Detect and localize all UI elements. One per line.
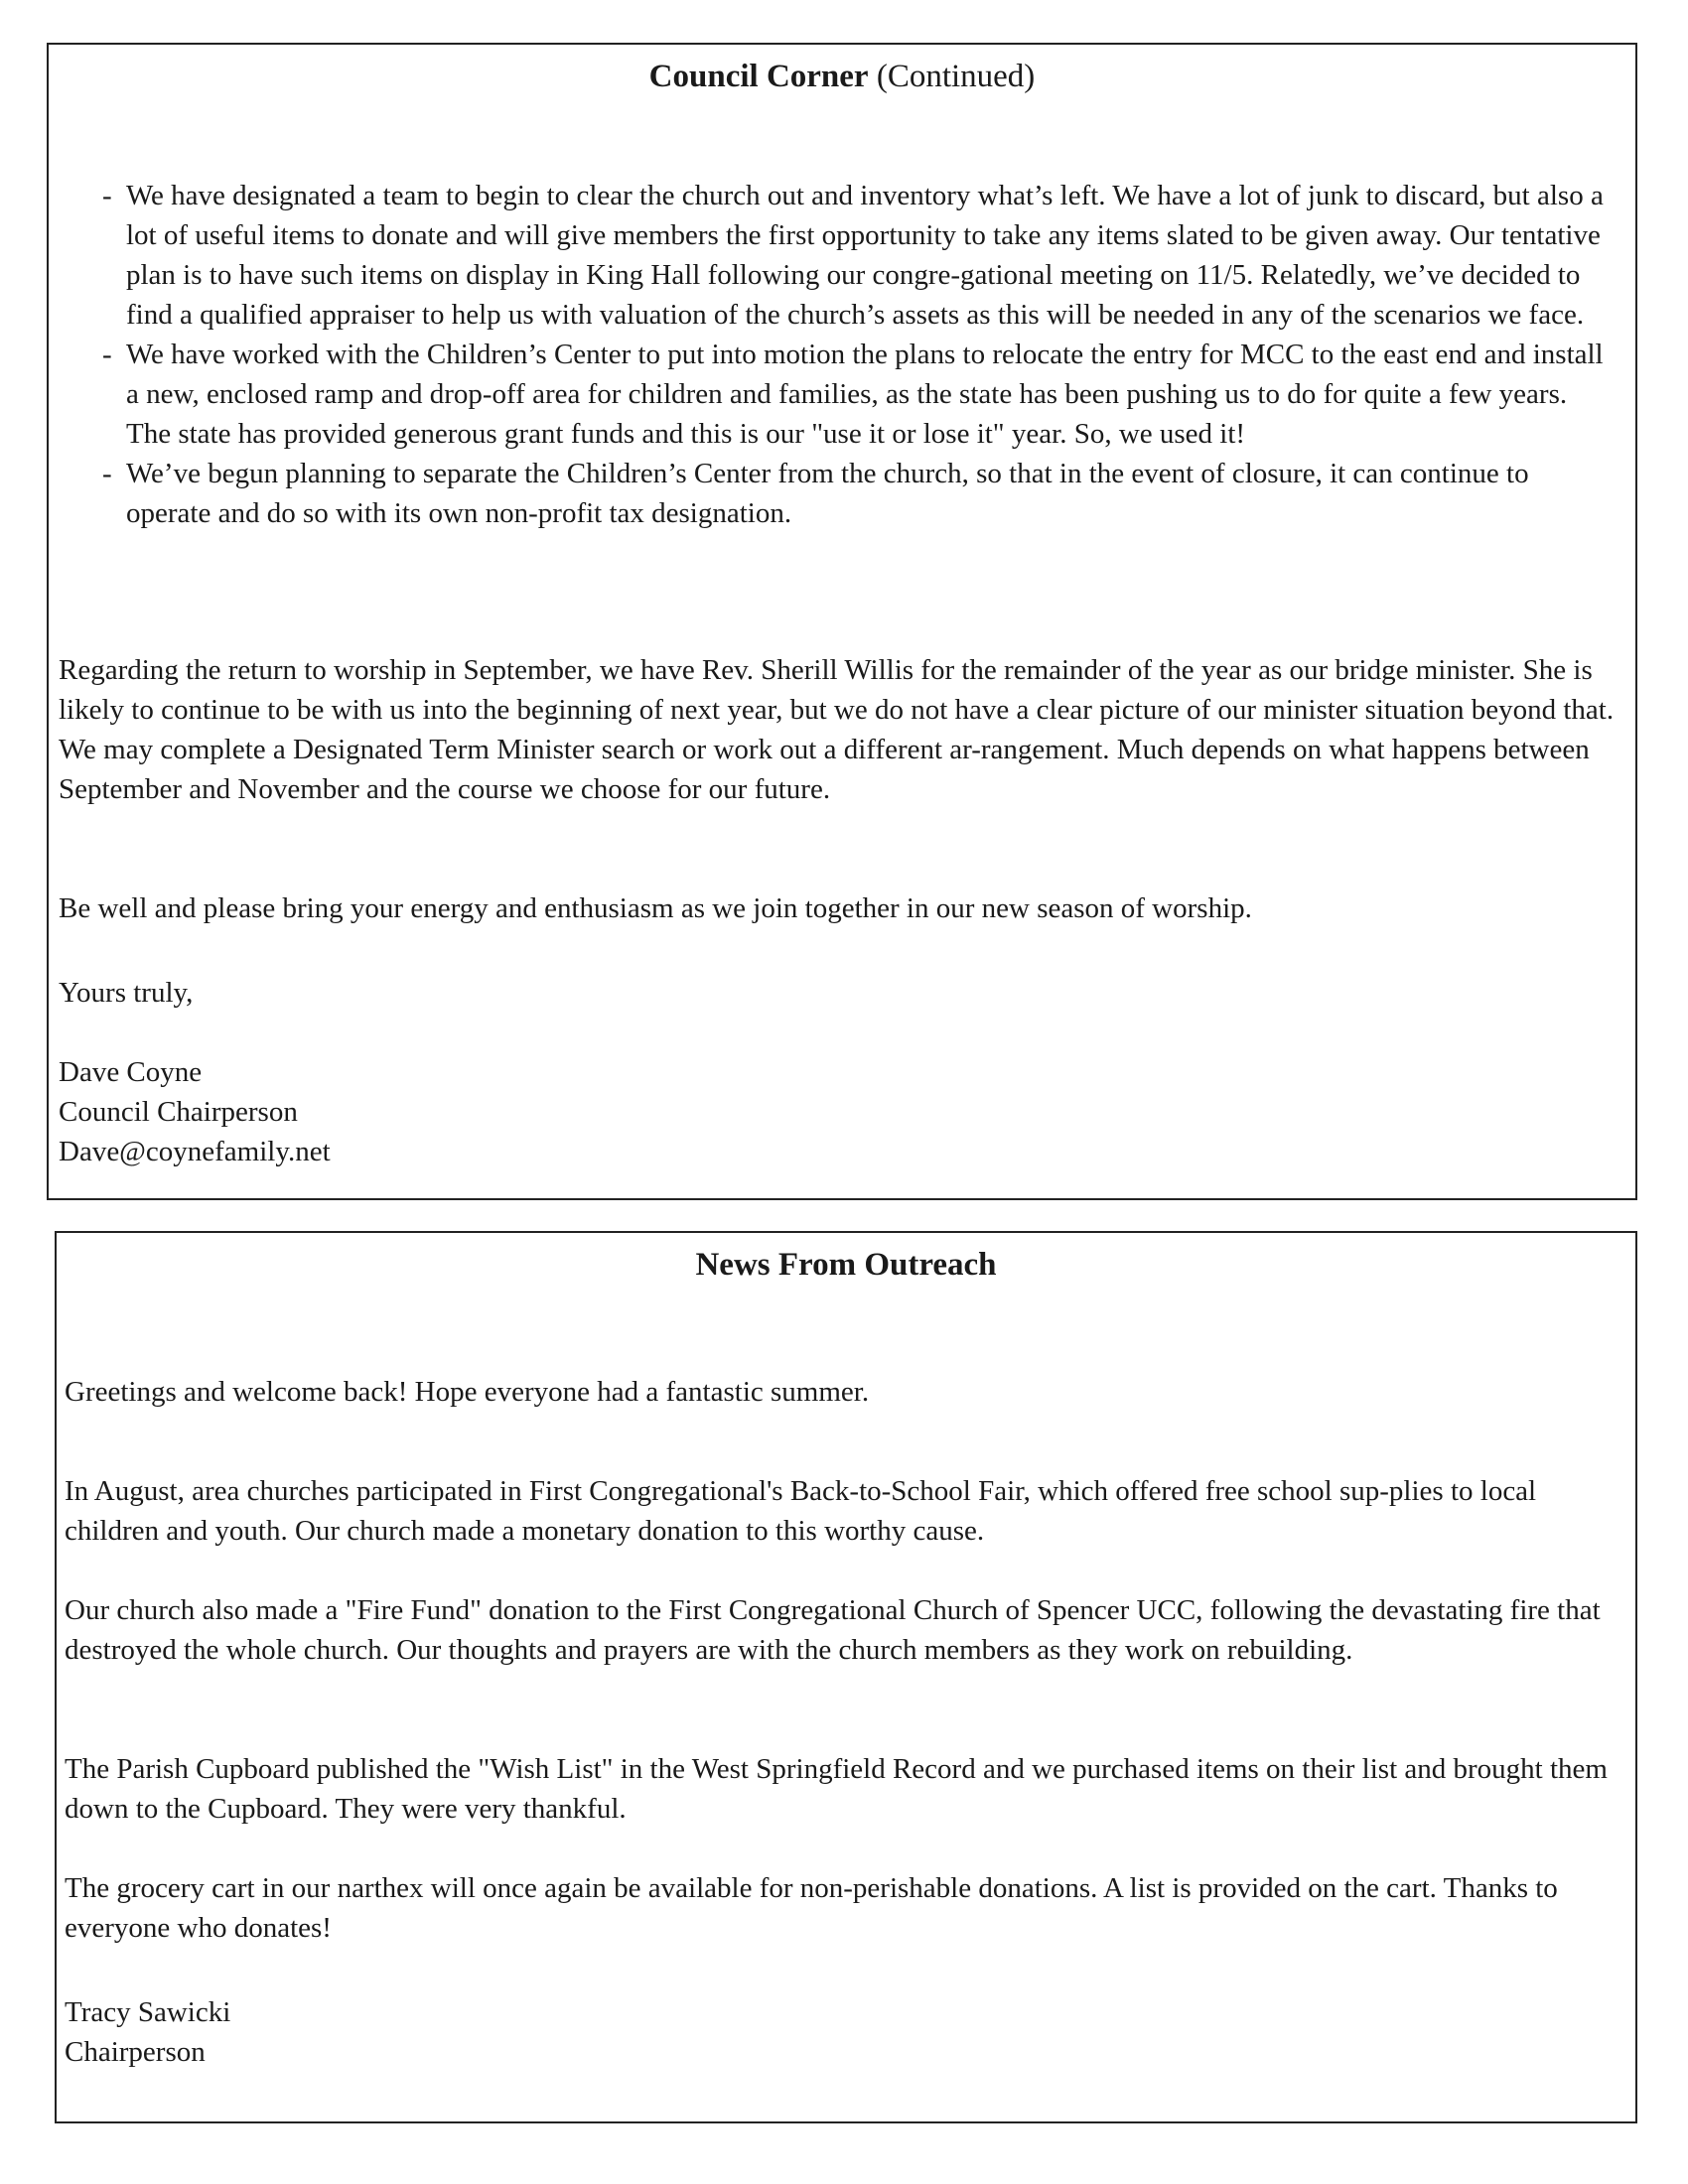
bullet-dash: - bbox=[102, 458, 112, 489]
council-bullet-item bbox=[78, 335, 1608, 454]
council-signer-role: Council Chairperson bbox=[59, 1096, 298, 1128]
council-closing-paragraph: Be well and please bring your energy and enthusiasm as we join together in our new season of worship. bbox=[59, 892, 1252, 924]
council-bullet-list bbox=[78, 176, 1608, 533]
council-corner-section bbox=[47, 43, 1637, 1200]
council-signer-name: Dave Coyne bbox=[59, 1056, 203, 1088]
council-corner-title-bold: Council Corner bbox=[648, 59, 869, 94]
outreach-paragraph: The Parish Cupboard published the "Wish List" in the West Springfield Record and we purchased items on their list and brought them down to the Cupboard. They were very thankful. bbox=[65, 1753, 1608, 1825]
outreach-signer-name: Tracy Sawicki bbox=[65, 1996, 231, 2028]
council-signature-block bbox=[59, 1052, 1618, 1171]
council-signer-email: Dave@coynefamily.net bbox=[59, 1136, 331, 1167]
outreach-title: News From Outreach bbox=[695, 1247, 997, 1283]
council-bullet-text: We have designated a team to begin to clear the church out and inventory what’s left. We have a lot of junk to discard, but also a lot of useful items to donate and will give members the first opportunity to take any items slated to be given away. Our tentative plan is to have such items on display in King Hall following our congre-gational meeting on 11/5. Relatedly, we’ve decided to find a qualified appraiser to help us with valuation of the church’s assets as this will be needed in any of the scenarios we face. bbox=[126, 180, 1604, 331]
outreach-signature-block bbox=[65, 1992, 1618, 2072]
outreach-paragraph: The grocery cart in our narthex will once again be available for non-perishable donations. A list is provided on the cart. Thanks to everyone who donates! bbox=[65, 1872, 1558, 1944]
bullet-dash: - bbox=[102, 180, 112, 211]
council-bullet-item bbox=[78, 176, 1608, 335]
council-corner-title-rest: (Continued) bbox=[876, 59, 1036, 94]
bullet-dash: - bbox=[102, 339, 112, 370]
council-bullet-text: We’ve begun planning to separate the Children’s Center from the church, so that in the event of closure, it can continue to operate and do so with its own non-profit tax designation. bbox=[126, 458, 1529, 529]
outreach-paragraph: Our church also made a "Fire Fund" donation to the First Congregational Church of Spencer UCC, following the devastating fire that destroyed the whole church. Our thoughts and prayers are with the church members as they work on rebuilding. bbox=[65, 1594, 1601, 1666]
outreach-paragraph: In August, area churches participated in First Congregational's Back-to-School Fair, which offered free school sup-plies to local children and youth. Our church made a monetary donation to this worthy cause. bbox=[65, 1475, 1537, 1547]
outreach-signer-role: Chairperson bbox=[65, 2036, 206, 2068]
outreach-paragraph: Greetings and welcome back! Hope everyone had a fantastic summer. bbox=[65, 1376, 870, 1408]
outreach-section bbox=[55, 1231, 1637, 2123]
council-worship-paragraph: Regarding the return to worship in September, we have Rev. Sherill Willis for the remainder of the year as our bridge minister. She is likely to continue to be with us into the beginning of next year, but we do not have a clear picture of our minister situation beyond that. We may complete a Designated Term Minister search or work out a different ar-rangement. Much depends on what happens between September and November and the course we choose for our future. bbox=[59, 654, 1615, 805]
council-corner-title bbox=[49, 57, 1635, 96]
council-valediction: Yours truly, bbox=[59, 977, 194, 1009]
council-bullet-item bbox=[78, 454, 1608, 533]
council-bullet-text: We have worked with the Children’s Center to put into motion the plans to relocate the entry for MCC to the east end and install a new, enclosed ramp and drop-off area for children and families, as the state has been pushing us to do for quite a few years. The state has provided generous grant funds and this is our "use it or lose it" year. So, we used it! bbox=[126, 339, 1604, 450]
